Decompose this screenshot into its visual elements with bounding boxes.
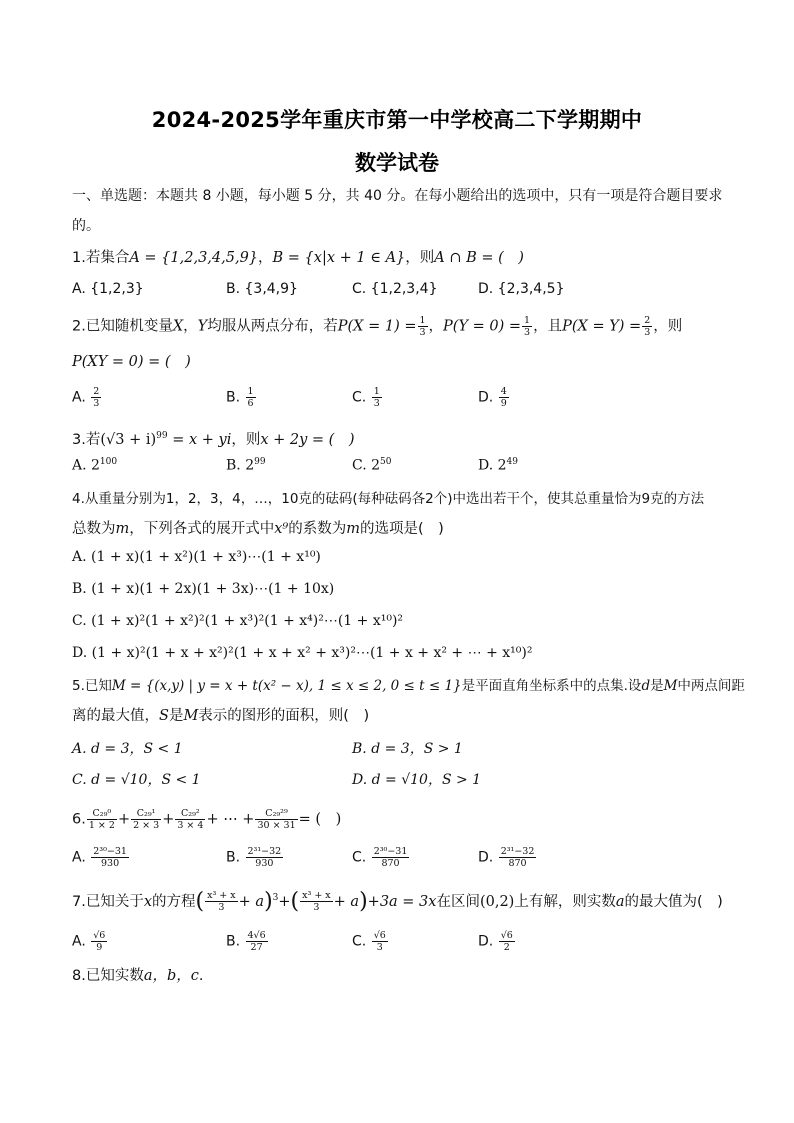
q1-then: ，则 (405, 250, 435, 266)
q1-option-c: C. {1,2,3,4} (352, 281, 438, 297)
q4-text: 总数为 (72, 521, 116, 537)
q7-option-d-num: √6 (500, 930, 513, 941)
q4-option-b: B. (1 + x)(1 + 2x)(1 + 3x)⋯(1 + 10x) (72, 581, 335, 597)
q7-option-a-den: 9 (96, 942, 103, 953)
q7-option-c-num: √6 (373, 930, 386, 941)
q2-option-d-num: 4 (500, 386, 507, 397)
q6-option-b (226, 846, 284, 869)
q7-text: 7.已知关于 (72, 893, 144, 910)
q6-plus-2: + (162, 811, 175, 828)
q3-option-b-exp: 99 (254, 457, 266, 467)
q7-option-b-num: 4√6 (247, 930, 266, 941)
question-7-stem (72, 888, 723, 913)
question-2-line2: P(XY = 0) = ( ) (72, 354, 191, 370)
q7-a: a (615, 893, 625, 910)
q2-comma2: ， (428, 318, 444, 335)
q5-set-m: M = {(x,y) | y = x + t(x² − x), 1 ≤ x ≤ 2, 0 ≤ t ≤ 1} (111, 678, 462, 694)
q6-term-0-num: C₂₉⁰ (87, 808, 117, 820)
q6-option-c-label: C. (352, 849, 367, 866)
q3-eq: = x + yi (167, 431, 232, 448)
q5-text4: 中两点间距 (677, 678, 745, 694)
q7-x: x (143, 893, 153, 910)
section-instructions-line2: 的。 (72, 218, 100, 234)
q4-option-c: C. (1 + x)²(1 + x²)²(1 + x³)²(1 + x⁴)²⋯(1 + x¹⁰)² (72, 613, 404, 629)
q2-comma: ， (183, 318, 198, 335)
q8-text: 8.已知实数 (72, 968, 144, 984)
q7-interval: (0,2) (479, 893, 515, 910)
exam-title: 2024-2025学年重庆市第一中学校高二下学期期中 (151, 108, 643, 132)
q1-set-a: A = {1,2,3,4,5,9} (129, 250, 259, 266)
q6-term-3 (255, 808, 297, 831)
q6-option-c-num: 2³⁰−31 (373, 846, 408, 857)
q3-option-b (226, 457, 266, 474)
q3-then: ，则 (231, 431, 261, 448)
q2-option-b-label: B. (226, 389, 241, 406)
q2-var-y: Y (197, 318, 208, 335)
q6-option-d-label: D. (478, 849, 494, 866)
q2-py0: P(Y = 0) = (443, 318, 522, 335)
q1-set-b: B = {x|x + 1 ∈ A} (272, 250, 406, 266)
q6-option-a (72, 846, 130, 869)
q7-option-b-den: 27 (250, 942, 263, 953)
q5-option-b: B. d = 3，S > 1 (352, 741, 463, 757)
question-5-line1 (72, 676, 745, 696)
q6-option-d (478, 846, 537, 869)
q7-option-c-label: C. (352, 933, 367, 950)
q2-frac2-num: 1 (524, 315, 531, 326)
q3-option-c-exp: 50 (380, 457, 392, 467)
q3-option-a (72, 457, 117, 474)
q6-dots: + ⋯ + (206, 811, 255, 828)
question-5-line2 (72, 706, 369, 726)
q1-option-a: A. {1,2,3} (72, 281, 144, 297)
q1-comma: ， (258, 250, 273, 266)
q7-text2: 的方程 (152, 893, 196, 910)
q7-option-d-label: D. (478, 933, 494, 950)
q7-cube: 3 (272, 893, 279, 903)
q2-pxy: P(X = Y) = (562, 318, 642, 335)
q2-option-b-num: 1 (247, 386, 254, 397)
q3-base: (√3 + i) (100, 431, 157, 448)
q2-frac2-den: 3 (524, 327, 531, 338)
q5-text6: 是 (168, 708, 184, 724)
q3-option-a-label: A. 2 (72, 457, 100, 474)
q3-option-d-label: D. 2 (478, 457, 507, 474)
q5-option-c: C. d = √10，S < 1 (72, 772, 201, 788)
q2-frac3-num: 2 (644, 315, 651, 326)
section-instructions-line1: 一、单选题：本题共 8 小题，每小题 5 分，共 40 分。在每小题给出的选项中，只有一项是符合题目要求 (72, 188, 723, 204)
q2-option-b (226, 386, 257, 409)
q4-m2: m (346, 521, 360, 537)
q7-paren-open-1: ( (195, 888, 205, 914)
q7-text5: 的最大值为( ) (624, 893, 723, 910)
q2-option-c (352, 386, 383, 409)
q3-option-b-label: B. 2 (226, 457, 255, 474)
question-2-stem (72, 315, 682, 338)
q6-option-a-den: 930 (101, 858, 120, 869)
q7-plus-a-1: + a (238, 893, 265, 910)
q6-tail: = ( ) (298, 811, 342, 828)
q1-text: 1.若集合 (72, 250, 130, 266)
q6-option-d-num: 2³¹−32 (500, 846, 535, 857)
q7-paren-close-2: ) (359, 888, 368, 914)
q5-option-a: A. d = 3，S < 1 (72, 741, 183, 757)
q7-option-a (72, 930, 108, 953)
q5-option-d: D. d = √10，S > 1 (352, 772, 482, 788)
q7-paren-open-2: ( (290, 888, 300, 914)
q6-term-1-den: 2 × 3 (133, 820, 160, 831)
q2-option-a-num: 2 (93, 386, 100, 397)
q2-frac1-den: 3 (419, 327, 426, 338)
q2-option-c-label: C. (352, 389, 367, 406)
q3-option-c-label: C. 2 (352, 457, 381, 474)
q7-option-a-num: √6 (93, 930, 106, 941)
q6-option-c (352, 846, 410, 869)
q4-x9: x⁹ (274, 521, 289, 537)
q3-target: x + 2y = ( ) (260, 431, 355, 448)
q1-intersection: A ∩ B = ( ) (434, 250, 524, 266)
q6-term-2 (175, 808, 205, 831)
q5-text5: 离的最大值， (72, 708, 159, 724)
exam-subtitle: 数学试卷 (355, 151, 439, 175)
q5-d: d (641, 678, 651, 694)
q2-px1: P(X = 1) = (337, 318, 417, 335)
q2-text2: 均服从两点分布，若 (207, 318, 338, 335)
q1-option-d: D. {2,3,4,5} (478, 281, 565, 297)
q6-term-2-num: C₂₉² (175, 808, 205, 820)
q5-m2: M (183, 708, 199, 724)
q2-text: 2.已知随机变量 (72, 318, 173, 335)
q2-frac3-den: 3 (644, 327, 651, 338)
q7-frac-2-num: x³ + x (302, 890, 331, 902)
q7-option-d (478, 930, 516, 953)
q2-frac2 (522, 315, 532, 338)
q6-prefix: 6. (72, 811, 86, 828)
q7-frac-2-den: 3 (313, 902, 320, 914)
q7-text3: 在区间 (436, 893, 480, 910)
q7-frac-2 (300, 890, 333, 913)
q6-plus-1: + (117, 811, 131, 828)
q6-term-3-num: C₂₉²⁹ (255, 808, 297, 820)
q2-frac1 (418, 315, 428, 338)
q7-paren-close-1: ) (264, 888, 273, 914)
q7-frac-1-num: x³ + x (207, 890, 236, 902)
q7-option-c-den: 3 (376, 942, 383, 953)
q6-term-0 (87, 808, 117, 831)
q5-text7: 表示的图形的面积，则( ) (198, 708, 370, 724)
question-1-stem (72, 248, 524, 268)
q2-var-x: X (172, 318, 184, 335)
q2-frac3 (642, 315, 652, 338)
q7-option-b-label: B. (226, 933, 241, 950)
q8-period: . (198, 968, 204, 984)
q6-option-b-num: 2³¹−32 (247, 846, 282, 857)
q2-then: ，则 (653, 318, 683, 335)
q6-option-b-den: 930 (255, 858, 274, 869)
q2-option-a (72, 386, 102, 409)
q2-option-c-num: 1 (373, 386, 380, 397)
q7-frac-1 (205, 890, 238, 913)
q7-option-d-den: 2 (503, 942, 510, 953)
q5-m: M (663, 678, 678, 694)
q7-frac-1-den: 3 (218, 902, 225, 914)
q2-option-d-den: 9 (500, 398, 507, 409)
q7-eq: +3a = 3x (367, 893, 437, 910)
q4-option-a: A. (1 + x)(1 + x²)(1 + x³)⋯(1 + x¹⁰) (72, 549, 321, 565)
q7-option-a-label: A. (72, 933, 86, 950)
q2-and: ，且 (533, 318, 563, 335)
q6-option-d-den: 870 (508, 858, 527, 869)
q5-text2: 是平面直角坐标系中的点集.设 (461, 678, 642, 694)
q6-option-c-den: 870 (381, 858, 400, 869)
q7-option-c (352, 930, 389, 953)
q6-option-a-num: 2³⁰−31 (93, 846, 127, 857)
q5-text: 5.已知 (72, 678, 112, 694)
q3-option-d (478, 457, 518, 474)
q7-option-b (226, 930, 269, 953)
q4-text2: ，下列各式的展开式中 (129, 521, 275, 537)
q2-option-d (478, 386, 510, 409)
q6-option-a-label: A. (72, 849, 86, 866)
q1-option-b: B. {3,4,9} (226, 281, 298, 297)
q3-text: 3.若 (72, 431, 101, 448)
q2-option-a-den: 3 (93, 398, 100, 409)
q5-s: S (159, 708, 169, 724)
q2-option-c-den: 3 (373, 398, 380, 409)
q6-term-3-den: 30 × 31 (257, 820, 296, 831)
q2-option-d-label: D. (478, 389, 494, 406)
q6-term-2-den: 3 × 4 (177, 820, 204, 831)
q6-term-1 (131, 808, 161, 831)
q4-text4: 的选项是( ) (360, 521, 444, 537)
q6-option-b-label: B. (226, 849, 241, 866)
q3-option-a-exp: 100 (99, 457, 118, 467)
q2-frac1-num: 1 (419, 315, 426, 326)
q4-option-d: D. (1 + x)²(1 + x + x²)²(1 + x + x² + x³)²⋯(1 + x + x² + ⋯ + x¹⁰)² (72, 645, 533, 661)
q5-text3: 是 (650, 678, 664, 694)
question-8-stem (72, 966, 204, 986)
question-4-line2 (72, 519, 444, 539)
q7-text4: 上有解，则实数 (514, 893, 616, 910)
q3-option-d-exp: 49 (506, 457, 518, 467)
q3-exponent: 99 (156, 431, 168, 441)
q4-m: m (115, 521, 130, 537)
q4-text3: 的系数为 (288, 521, 347, 537)
q2-option-b-den: 6 (247, 398, 254, 409)
q6-term-0-den: 1 × 2 (88, 820, 115, 831)
q6-term-1-num: C₂₉¹ (131, 808, 161, 820)
q8-vars: a，b，c (143, 968, 199, 984)
question-6-stem (72, 808, 341, 831)
q2-option-a-label: A. (72, 389, 86, 406)
q7-plus: + (278, 893, 291, 910)
question-3-stem (72, 426, 355, 450)
question-4-line1: 4.从重量分别为1，2，3，4，…，10克的砝码(每种砝码各2个)中选出若干个，使其总重量恰为9克的方法 (72, 491, 705, 507)
q3-option-c (352, 457, 391, 474)
q7-plus-a-2: + a (333, 893, 360, 910)
